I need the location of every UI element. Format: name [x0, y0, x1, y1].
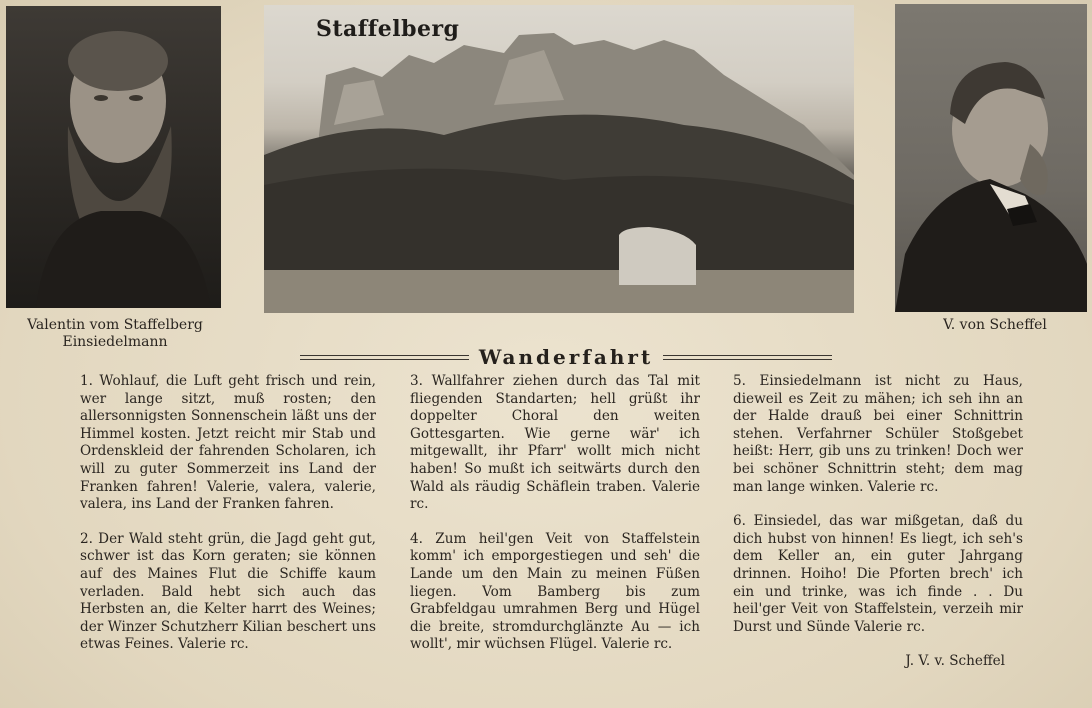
- stanza-2: 2. Der Wald steht grün, die Jagd geht gut, schwer ist das Korn geraten; sie können auf des Maines Flut die Schiffe kaum verladen. Bald hebt sich auch das Herbsten an, die Kelter harrt des Weines; der Winzer Schutzherr Kilian beschert uns etwas Feines. Valerie rc.: [80, 530, 376, 653]
- title-rule-left: [300, 355, 469, 360]
- portrait-valentin: [6, 6, 221, 308]
- poem-column-3: [733, 373, 1023, 671]
- title-rule-right: [663, 355, 832, 360]
- stanza-3: 3. Wallfahrer ziehen durch das Tal mit fliegenden Standarten; hell grüßt ihr doppelter Choral den weiten Gottesgarten. Wie gerne wär' ich mitgewallt, ihr Pfarr' wollt mich nicht haben! So mußt ich seitwärts durch den Wald als räudig Schäflein traben. Valerie rc.: [410, 373, 700, 513]
- stanza-5: 5. Einsiedelmann ist nicht zu Haus, dieweil es Zeit zu mähen; ich seh ihn an der Halde drauß bei einer Schnittrin stehen. Verfahrner Schüler Stoßgebet heißt: Herr, gib uns zu trinken! Doch wer bei schöner Schnittrin steht; dem mag man lange winken. Valerie rc.: [733, 373, 1023, 495]
- caption-left-role: Einsiedelmann: [62, 334, 168, 350]
- stanza-4: 4. Zum heil'gen Veit von Staffelstein komm' ich emporgestiegen und seh' die Lande um den Main zu meinen Füßen liegen. Vom Bamberg bis zum Grabfeldgau umrahmen Berg und Hügel die breite, stromdurchglänzte Au — ich wollt', mir wüchsen Flügel. Valerie rc.: [410, 530, 700, 653]
- portrait-scheffel: [895, 4, 1087, 312]
- photo-staffelberg: [264, 5, 854, 313]
- poem-column-1: [80, 373, 376, 671]
- photo-title: Staffelberg: [316, 16, 460, 42]
- poem-signature: J. V. v. Scheffel: [905, 653, 1005, 670]
- caption-left-name: Valentin vom Staffelberg: [27, 317, 203, 333]
- poem-title-row: [300, 344, 832, 370]
- stanza-6: 6. Einsiedel, das war mißgetan, daß du dich hubst von hinnen! Es liegt, ich seh's dem Keller an, ein guter Jahrgang drinnen. Hoiho! Die Pforten brech' ich ein und trinke, was ich finde . . Du heil'ger Veit von Staffelstein, verzeih mir Durst und Sünde Valerie rc.: [733, 513, 1023, 635]
- caption-right: V. von Scheffel: [943, 317, 1047, 333]
- stanza-1: 1. Wohlauf, die Luft geht frisch und rein, wer lange sitzt, muß rosten; den allersonnigsten Sonnenschein läßt uns der Himmel kosten. Jetzt reicht mir Stab und Ordenskleid der fahrenden Scholaren, ich will zu guter Sommerzeit ins Land der Franken fahren! Valerie, valera, valerie, valera, ins Land der Franken fahren.: [80, 373, 376, 513]
- poem-column-2: [410, 373, 700, 671]
- caption-left: [10, 317, 220, 351]
- poem-title: Wanderfahrt: [478, 345, 654, 369]
